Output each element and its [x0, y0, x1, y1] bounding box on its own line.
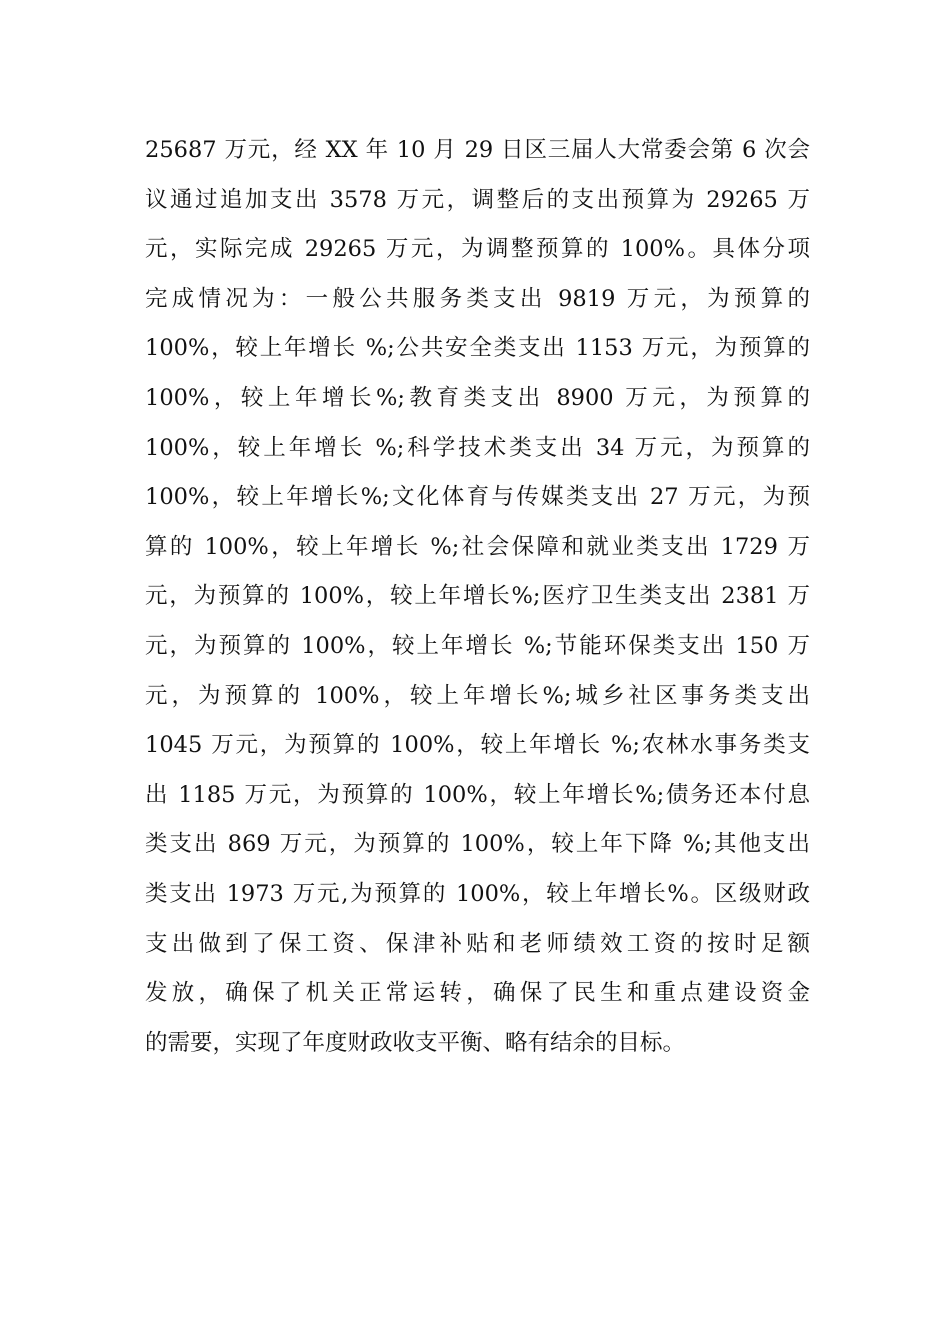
text-line: 元，为预算的 100%，较上年增长 %;节能环保类支出 150 万 — [145, 632, 810, 659]
text-line: 25687 万元，经 XX 年 10 月 29 日区三届人大常委会第 6 次会 — [145, 137, 810, 163]
text-line: 元，为预算的 100%，较上年增长%;城乡社区事务类支出 — [145, 682, 810, 709]
text-line: 100%，较上年增长%;文化体育与传媒类支出 27 万元，为预 — [145, 484, 810, 511]
text-line: 算的 100%，较上年增长 %;社会保障和就业类支出 1729 万 — [145, 533, 810, 560]
text-line: 100%，较上年增长 %;公共安全类支出 1153 万元，为预算的 — [145, 335, 810, 362]
text-line: 类支出 869 万元，为预算的 100%，较上年下降 %;其他支出 — [145, 831, 810, 858]
text-line: 元，为预算的 100%，较上年增长%;医疗卫生类支出 2381 万 — [145, 583, 810, 610]
text-line: 支出做到了保工资、保津补贴和老师绩效工资的按时足额 — [145, 930, 810, 957]
text-line: 完成情况为：一般公共服务类支出 9819 万元，为预算的 — [145, 285, 810, 312]
body-paragraph — [145, 126, 810, 1068]
text-line: 100%，较上年增长 %;科学技术类支出 34 万元，为预算的 — [145, 434, 810, 461]
text-line: 议通过追加支出 3578 万元，调整后的支出预算为 29265 万 — [145, 186, 810, 213]
text-line: 元，实际完成 29265 万元，为调整预算的 100%。具体分项 — [145, 236, 810, 263]
text-line-last: 的需要，实现了年度财政收支平衡、略有结余的目标。 — [145, 1029, 686, 1056]
text-line: 1045 万元，为预算的 100%，较上年增长 %;农林水事务类支 — [145, 732, 810, 759]
text-line: 发放，确保了机关正常运转，确保了民生和重点建设资金 — [145, 980, 810, 1007]
text-line: 100%，较上年增长%;教育类支出 8900 万元，为预算的 — [145, 384, 810, 411]
text-line: 类支出 1973 万元,为预算的 100%，较上年增长%。区级财政 — [145, 880, 810, 907]
text-line: 出 1185 万元，为预算的 100%，较上年增长%;债务还本付息 — [145, 781, 810, 808]
